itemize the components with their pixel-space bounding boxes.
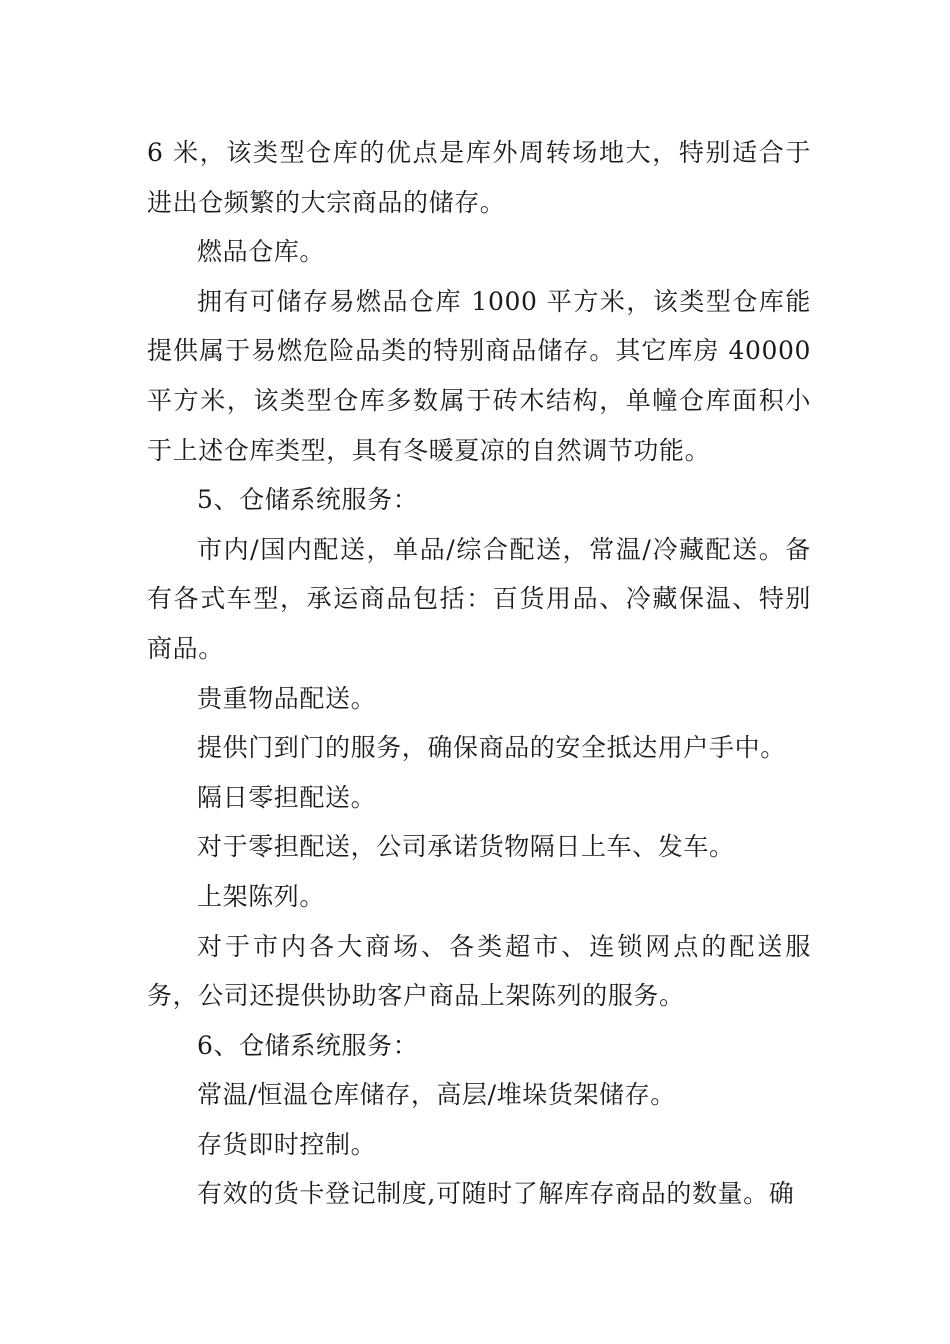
paragraph-8: 隔日零担配送。 xyxy=(197,782,377,812)
paragraph-15: 有效的货卡登记制度,可随时了解库存商品的数量。确 xyxy=(197,1179,795,1209)
paragraph-1: 6 米，该类型仓库的优点是库外周转场地大，特别适合于进出仓频繁的大宗商品的储存。 xyxy=(147,138,811,217)
paragraph-10: 上架陈列。 xyxy=(197,881,326,911)
paragraph-9: 对于零担配送，公司承诺货物隔日上车、发车。 xyxy=(197,832,735,862)
paragraph-14: 存货即时控制。 xyxy=(197,1129,377,1159)
paragraph-3: 拥有可储存易燃品仓库 1000 平方米，该类型仓库能提供属于易燃危险品类的特别商品储存。其它库房 40000 平方米，该类型仓库多数属于砖木结构，单幢仓库面积小于上述仓库类型，具有冬暖夏凉的自然调节功能。 xyxy=(147,286,811,465)
paragraph-6: 贵重物品配送。 xyxy=(197,683,377,713)
paragraph-7: 提供门到门的服务，确保商品的安全抵达用户手中。 xyxy=(197,733,786,763)
paragraph-4: 5、仓储系统服务： xyxy=(197,485,419,515)
paragraph-11: 对于市内各大商场、各类超市、连锁网点的配送服务，公司还提供协助客户商品上架陈列的服务。 xyxy=(147,931,811,1011)
paragraph-12: 6、仓储系统服务： xyxy=(197,1030,419,1060)
paragraph-5: 市内/国内配送，单品/综合配送，常温/冷藏配送。备有各式车型，承运商品包括：百货用品、冷藏保温、特别商品。 xyxy=(147,534,811,663)
paragraph-13: 常温/恒温仓库储存，高层/堆垛货架储存。 xyxy=(197,1080,676,1110)
paragraph-2: 燃品仓库。 xyxy=(197,237,326,267)
document-body xyxy=(147,128,811,1219)
